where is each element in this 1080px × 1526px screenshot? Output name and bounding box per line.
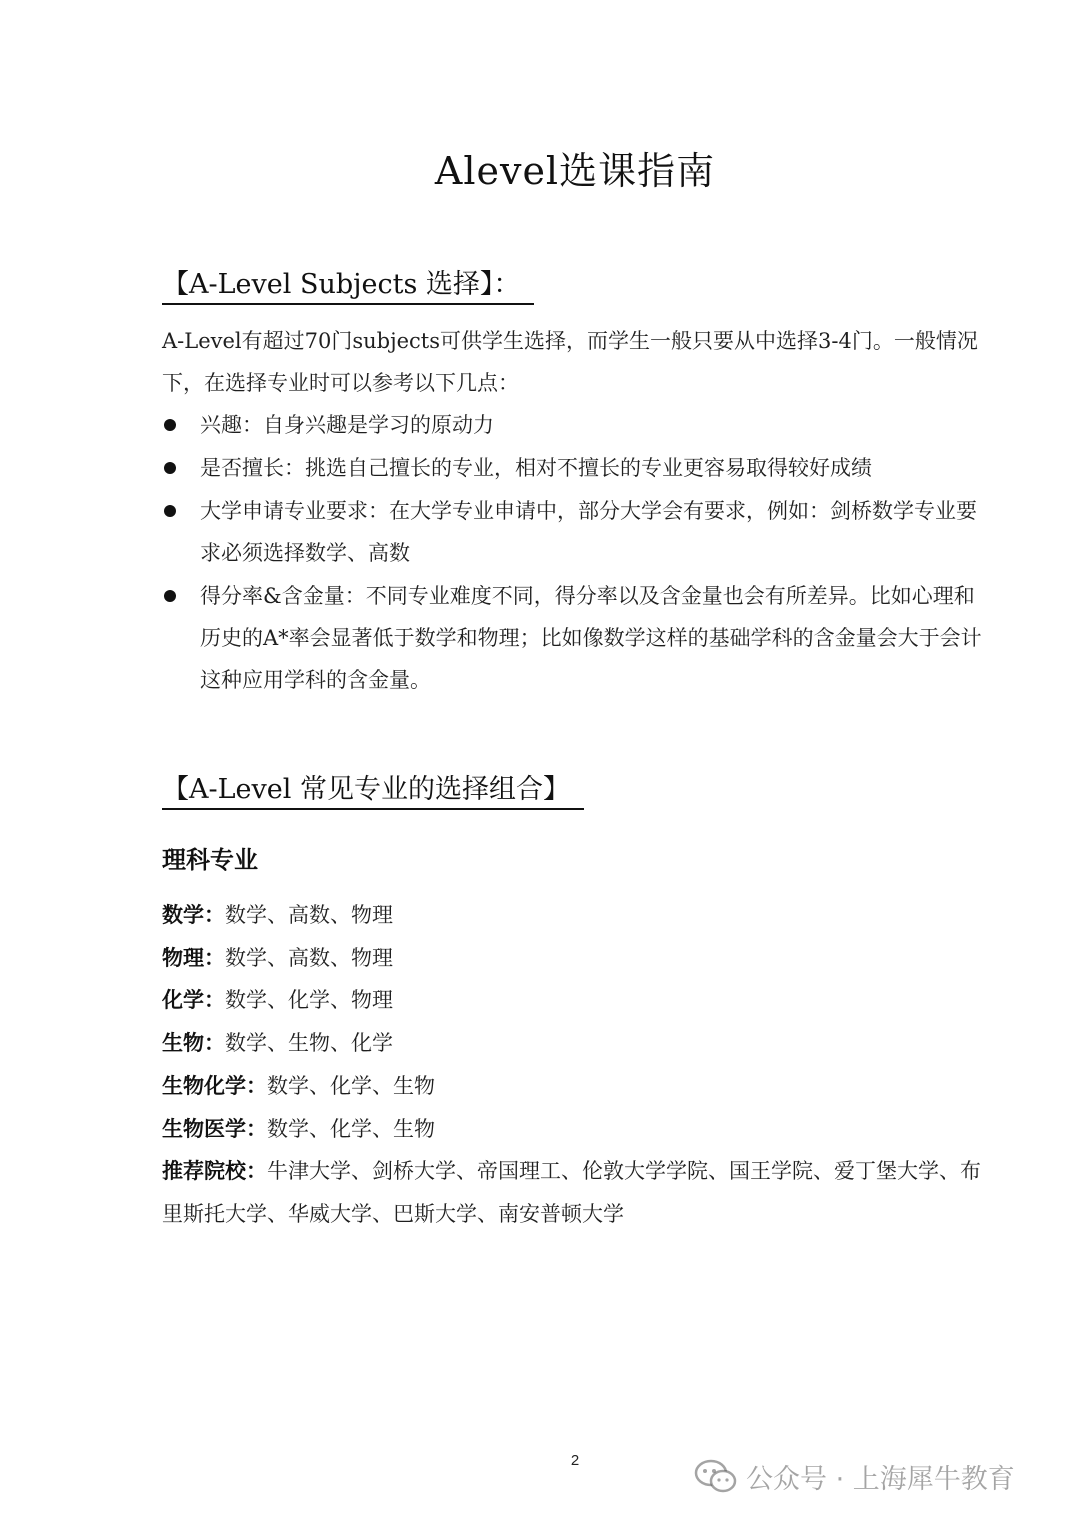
bullet-dot-icon <box>164 419 176 431</box>
list-item <box>162 404 992 446</box>
major-row <box>162 894 992 937</box>
page-number: 2 <box>570 1452 580 1469</box>
major-name: 推荐院校： <box>162 1158 267 1184</box>
major-subjects: 数学、高数、物理 <box>225 903 393 927</box>
major-name: 化学： <box>162 987 225 1013</box>
section-heading-subjects: 【A-Level Subjects 选择】： <box>162 262 534 305</box>
wechat-icon <box>694 1459 738 1495</box>
list-item-text: 兴趣：自身兴趣是学习的原动力 <box>200 413 494 437</box>
list-item-text: 是否擅长：挑选自己擅长的专业，相对不擅长的专业更容易取得较好成绩 <box>200 456 872 480</box>
major-subjects: 数学、高数、物理 <box>225 945 393 970</box>
science-subheading: 理科专业 <box>162 845 258 874</box>
bullet-dot-icon <box>164 505 176 517</box>
major-name: 数学： <box>162 902 225 927</box>
major-subjects: 牛津大学、剑桥大学、帝国理工、伦敦大学学院、国王学院、爱丁堡大学、布里斯托大学、华威大学、巴斯大学、南安普顿大学 <box>162 1159 981 1226</box>
major-name: 物理： <box>162 944 225 970</box>
major-subjects: 数学、化学、物理 <box>225 988 393 1013</box>
list-item <box>162 447 992 489</box>
list-item <box>162 490 992 574</box>
intro-paragraph: A-Level有超过70门subjects可供学生选择，而学生一般只要从中选择3-4门。一般情况下，在选择专业时可以参考以下几点： <box>162 329 978 395</box>
list-item-text: 得分率&含金量：不同专业难度不同，得分率以及含金量也会有所差异。比如心理和历史的A*率会显著低于数学和物理；比如像数学这样的基础学科的含金量会大于会计这种应用学科的含金量。 <box>200 584 982 692</box>
criteria-list <box>162 404 992 702</box>
major-subjects: 数学、生物、化学 <box>225 1031 393 1056</box>
watermark <box>694 1457 1015 1496</box>
list-item-text: 大学申请专业要求：在大学专业申请中，部分大学会有要求，例如：剑桥数学专业要求必须选择数学、高数 <box>200 499 977 565</box>
major-name: 生物： <box>162 1030 225 1056</box>
bullet-dot-icon <box>164 462 176 474</box>
major-row <box>162 979 992 1022</box>
major-subjects: 数学、化学、生物 <box>267 1073 435 1098</box>
major-name: 生物医学： <box>162 1115 267 1141</box>
major-row <box>162 1022 992 1065</box>
watermark-text: 公众号 · 上海犀牛教育 <box>746 1464 1015 1495</box>
list-item <box>162 575 992 701</box>
major-name: 生物化学： <box>162 1072 267 1098</box>
major-subjects: 数学、化学、生物 <box>267 1116 435 1141</box>
bullet-dot-icon <box>164 590 176 602</box>
major-row <box>162 1108 992 1151</box>
major-combination-list <box>162 894 992 1236</box>
document-title: Alevel选课指南 <box>434 149 716 193</box>
major-row <box>162 937 992 980</box>
section-heading-combinations: 【A-Level 常见专业的选择组合】 <box>162 767 584 810</box>
major-row <box>162 1150 992 1235</box>
major-row <box>162 1065 992 1108</box>
